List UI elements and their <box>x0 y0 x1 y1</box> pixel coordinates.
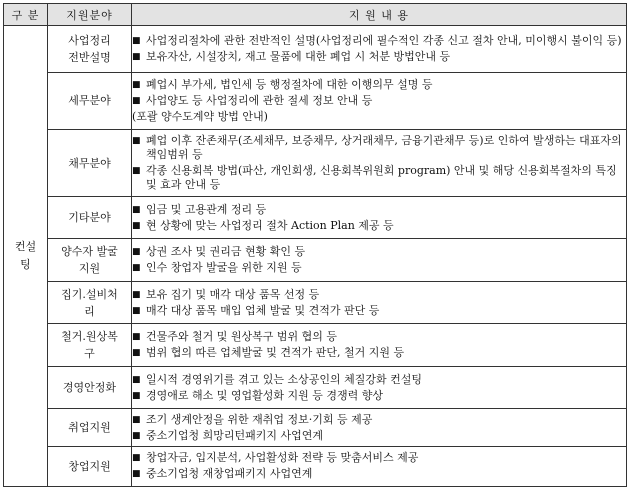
header-field: 지원분야 <box>48 4 132 26</box>
list-item <box>132 389 626 403</box>
category-label: 컨설 팅 <box>14 240 37 271</box>
support-content <box>132 446 627 486</box>
list-item <box>132 261 626 275</box>
content-list <box>132 134 626 192</box>
square-bullet-icon: ■ <box>132 79 141 90</box>
table-row <box>4 26 627 73</box>
list-item <box>132 429 626 443</box>
list-item-text: 사업양도 등 사업정리에 관한 절세 정보 안내 등 <box>146 93 373 107</box>
list-item-text: 건물주와 철거 및 원상복구 범위 협의 등 <box>146 330 337 344</box>
support-content <box>132 409 627 446</box>
list-item-text: 매각 대상 품목 매입 업체 발굴 및 견적가 판단 등 <box>146 303 380 317</box>
list-item <box>132 78 626 92</box>
support-table <box>3 3 627 487</box>
support-field <box>48 130 132 197</box>
content-list <box>132 34 626 64</box>
table-row <box>4 366 627 408</box>
square-bullet-icon: ■ <box>132 51 141 62</box>
list-item-text: 사업정리절차에 관한 전반적인 설명(사업정리에 필수적인 각종 신고 절차 안내, 미이행시 불이익 등) <box>146 33 622 47</box>
content-list <box>132 245 626 275</box>
table-row <box>4 281 627 323</box>
square-bullet-icon: ■ <box>132 305 141 316</box>
list-item <box>132 164 626 192</box>
table-row <box>4 324 627 366</box>
list-item <box>132 467 626 481</box>
table-row <box>4 409 627 446</box>
list-item-text: 일시적 경영위기를 겪고 있는 소상공인의 체질강화 컨설팅 <box>146 372 423 386</box>
list-item <box>132 451 626 465</box>
square-bullet-icon: ■ <box>132 430 141 441</box>
list-item-text: 폐업 이후 잔존채무(조세채무, 보증채무, 상거래채무, 금융기관채무 등)로 인하여 발생하는 대표자의 책임범위 등 <box>146 134 622 162</box>
list-item <box>132 50 626 64</box>
support-field-label: 경영안정화 <box>62 381 117 395</box>
support-field <box>48 366 132 408</box>
list-item-text: (포괄 양수도계약 방법 안내) <box>132 109 268 123</box>
support-field-label: 철거.원상복 구 <box>61 330 118 361</box>
square-bullet-icon: ■ <box>132 390 141 401</box>
list-item-text: 조기 생계안정을 위한 재취업 정보·기회 등 제공 <box>146 412 373 426</box>
list-item <box>132 304 626 318</box>
list-item <box>132 245 626 259</box>
square-bullet-icon: ■ <box>132 95 141 106</box>
support-field <box>48 72 132 129</box>
support-content <box>132 72 627 129</box>
header-content: 지 원 내 용 <box>132 4 627 26</box>
list-item <box>132 373 626 387</box>
list-item-text: 보유 집기 및 매각 대상 품목 선정 등 <box>146 287 320 301</box>
square-bullet-icon: ■ <box>132 35 141 46</box>
support-content <box>132 281 627 323</box>
list-item <box>132 346 626 360</box>
support-content <box>132 26 627 73</box>
list-item-text: 임금 및 고용관계 정리 등 <box>146 202 267 216</box>
square-bullet-icon: ■ <box>132 247 141 258</box>
list-item-text: 인수 창업자 발굴을 위한 지원 등 <box>146 261 302 275</box>
content-list <box>132 203 626 233</box>
square-bullet-icon: ■ <box>132 136 141 147</box>
list-item <box>132 330 626 344</box>
content-list <box>132 78 626 124</box>
support-field <box>48 324 132 366</box>
square-bullet-icon: ■ <box>132 414 141 425</box>
square-bullet-icon: ■ <box>132 289 141 300</box>
content-list <box>132 288 626 318</box>
support-field <box>48 239 132 281</box>
list-item <box>132 219 626 233</box>
square-bullet-icon: ■ <box>132 332 141 343</box>
square-bullet-icon: ■ <box>132 263 141 274</box>
category-consulting <box>4 26 48 487</box>
list-item-text: 창업자금, 입지분석, 사업활성화 전략 등 맞춤서비스 제공 <box>146 451 419 465</box>
table-row <box>4 197 627 239</box>
support-content <box>132 130 627 197</box>
header-category: 구 분 <box>4 4 48 26</box>
square-bullet-icon: ■ <box>132 166 141 177</box>
support-field-label: 사업정리 전반설명 <box>68 33 111 64</box>
support-content <box>132 197 627 239</box>
support-field-label: 기타분야 <box>68 211 111 225</box>
list-item-text: 각종 신용회복 방법(파산, 개인회생, 신용회복위원회 program) 안내 및 해당 신용회복절차의 특징 및 효과 안내 등 <box>146 164 617 192</box>
list-item <box>132 288 626 302</box>
list-item-text: 현 상황에 맞는 사업정리 절차 Action Plan 제공 등 <box>146 218 394 232</box>
list-item-text: 보유자산, 시설장치, 재고 물품에 대한 폐업 시 처분 방법안내 등 <box>146 49 451 63</box>
list-item-text: 폐업시 부가세, 법인세 등 행정절차에 대한 이행의무 설명 등 <box>146 77 433 91</box>
support-field <box>48 446 132 486</box>
header-row <box>4 4 627 26</box>
square-bullet-icon: ■ <box>132 204 141 215</box>
list-item-text: 범위 협의 따른 업체발굴 및 견적가 판단, 철거 지원 등 <box>146 346 405 360</box>
square-bullet-icon: ■ <box>132 453 141 464</box>
list-item <box>132 94 626 108</box>
table-row <box>4 446 627 486</box>
table-row <box>4 239 627 281</box>
support-content <box>132 324 627 366</box>
support-field <box>48 26 132 73</box>
list-item-text: 경영애로 해소 및 영업활성화 지원 등 경쟁력 향상 <box>146 388 383 402</box>
table-row <box>4 72 627 129</box>
support-field <box>48 281 132 323</box>
support-field-label: 세무분야 <box>68 94 111 108</box>
support-field-label: 양수자 발굴 지원 <box>61 245 118 276</box>
support-field <box>48 409 132 446</box>
list-item-text: 중소기업청 희망리턴패키지 사업연계 <box>146 428 324 442</box>
square-bullet-icon: ■ <box>132 469 141 480</box>
content-list <box>132 373 626 403</box>
list-item <box>132 413 626 427</box>
square-bullet-icon: ■ <box>132 374 141 385</box>
content-list <box>132 451 626 481</box>
list-item <box>132 134 626 162</box>
support-field <box>48 197 132 239</box>
table-row <box>4 130 627 197</box>
list-item <box>132 203 626 217</box>
support-field-label: 채무분야 <box>68 156 111 170</box>
list-item-text: 상권 조사 및 권리금 현황 확인 등 <box>146 245 306 259</box>
list-item-text: 중소기업청 재창업패키지 사업연계 <box>146 467 313 481</box>
square-bullet-icon: ■ <box>132 348 141 359</box>
square-bullet-icon: ■ <box>132 220 141 231</box>
support-field-label: 창업지원 <box>68 459 111 473</box>
support-content <box>132 239 627 281</box>
content-list <box>132 330 626 360</box>
support-content <box>132 366 627 408</box>
content-list <box>132 413 626 443</box>
list-item <box>132 110 626 124</box>
support-field-label: 집기.설비처 리 <box>61 287 118 318</box>
list-item <box>132 34 626 48</box>
support-field-label: 취업지원 <box>68 421 111 434</box>
